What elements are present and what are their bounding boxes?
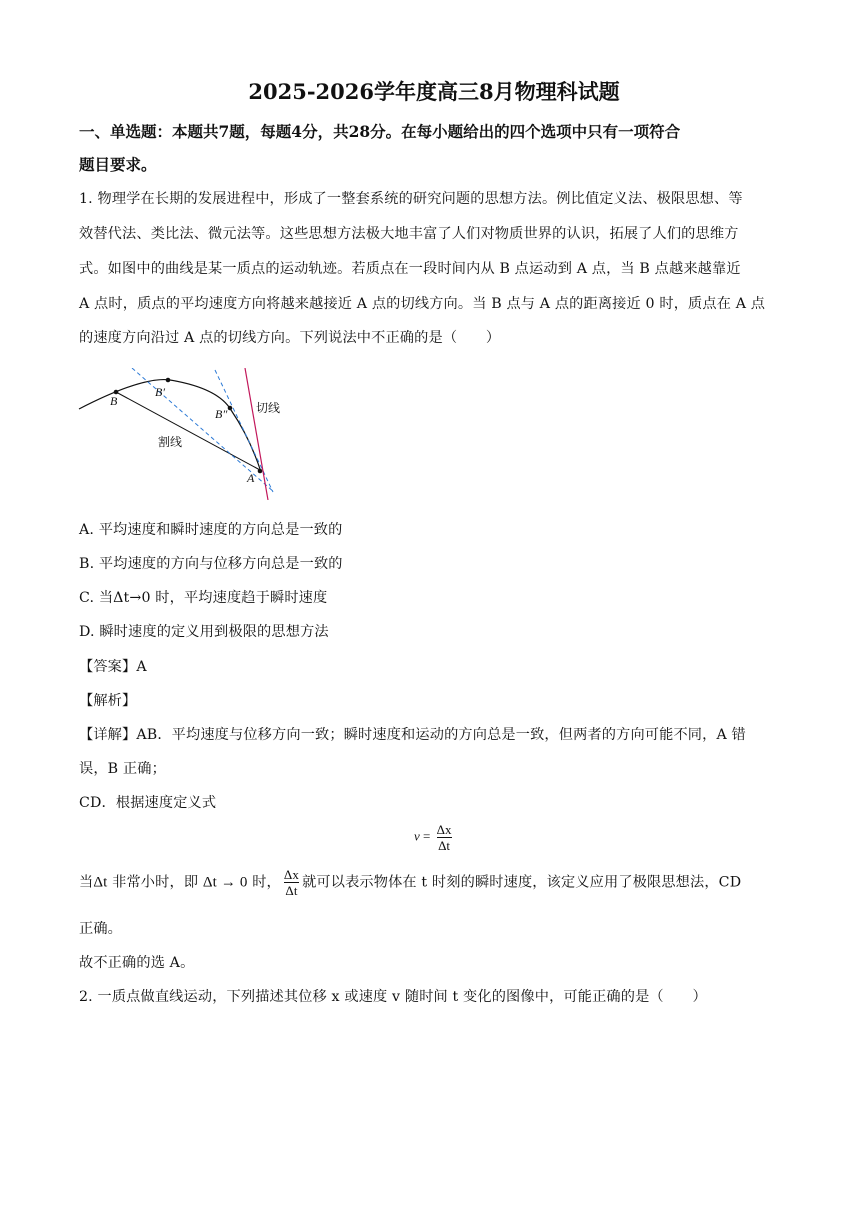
label-b2: B″: [215, 407, 228, 421]
q1-option-c: C. 当Δt→0 时，平均速度趋于瞬时速度: [79, 590, 328, 606]
trajectory-curve: [79, 380, 261, 472]
q1-detail-line-2: 误，B 正确；: [79, 761, 166, 777]
velocity-formula: [414, 822, 455, 853]
q1-option-d: D. 瞬时速度的定义用到极限的思想方法: [79, 624, 329, 640]
label-a: A: [247, 471, 255, 485]
q1-stem-line-3: 式。如图中的曲线是某一质点的运动轨迹。若质点在一段时间内从 B 点运动到 A 点，当 B 点越来越靠近: [79, 261, 741, 277]
q1-analysis-heading: 【解析】: [79, 693, 137, 709]
explain-dt: Δt: [93, 874, 108, 891]
trajectory-figure: [78, 368, 288, 500]
q1-option-a: A. 平均速度和瞬时速度的方向总是一致的: [79, 522, 343, 538]
formula-denominator: Δt: [438, 838, 451, 853]
q1-explain-line-1: [79, 867, 741, 898]
label-secant: 割线: [158, 435, 183, 449]
explain-denominator: Δt: [285, 883, 298, 898]
section-heading: 一、单选题：本题共7题，每题4分，共28分。在每小题给出的四个选项中只有一项符合: [79, 122, 681, 141]
q1-conclusion: 故不正确的选 A。: [79, 955, 195, 971]
label-b: B: [110, 394, 118, 408]
explain-post: 就可以表示物体在 t 时刻的瞬时速度，该定义应用了极限思想法，CD: [302, 874, 742, 891]
q1-stem-line-4: A 点时，质点的平均速度方向将越来越接近 A 点的切线方向。当 B 点与 A 点的距离接近 0 时，质点在 A 点: [79, 296, 766, 312]
explain-numerator: Δx: [283, 867, 300, 882]
point-b2: [228, 406, 233, 411]
formula-equals: =: [423, 828, 431, 844]
formula-v: v: [414, 828, 420, 844]
q2-stem: 2. 一质点做直线运动，下列描述其位移 x 或速度 v 随时间 t 变化的图像中，可能正确的是（ ）: [79, 989, 707, 1005]
explain-mid1: 非常小时，即: [107, 874, 203, 891]
point-a: [258, 469, 263, 474]
explain-fraction: [284, 867, 299, 898]
q1-detail-line-1: 【详解】AB．平均速度与位移方向一致；瞬时速度和运动的方向总是一致，但两者的方向可能不同，A 错: [79, 727, 746, 743]
formula-numerator: Δx: [436, 822, 452, 837]
formula-fraction: [437, 822, 452, 853]
point-b1: [166, 378, 171, 383]
label-b1: B′: [155, 385, 165, 399]
q1-option-b: B. 平均速度的方向与位移方向总是一致的: [79, 556, 343, 572]
explain-mid2: 时，: [247, 874, 281, 891]
q1-answer: 【答案】A: [79, 659, 147, 675]
q1-cd-line: CD．根据速度定义式: [79, 795, 217, 811]
q1-explain-line-2: 正确。: [79, 921, 123, 937]
secant-line: [116, 392, 260, 470]
q1-stem-line-2: 效替代法、类比法、微元法等。这些思想方法极大地丰富了人们对物质世界的认识，拓展了人们的思维方: [79, 226, 739, 242]
page-title: 2025-2026学年度高三8月物理科试题: [248, 79, 620, 104]
explain-pre: 当: [79, 874, 94, 891]
label-tangent: 切线: [256, 401, 281, 415]
section-heading-cont: 题目要求。: [79, 155, 157, 174]
explain-limit: Δt → 0: [202, 874, 248, 891]
q1-stem-line-1: 1. 物理学在长期的发展进程中，形成了一整套系统的研究问题的思想方法。例比值定义法、极限思想、等: [79, 191, 743, 207]
q1-stem-line-5: 的速度方向沿过 A 点的切线方向。下列说法中不正确的是（ ）: [79, 330, 501, 346]
